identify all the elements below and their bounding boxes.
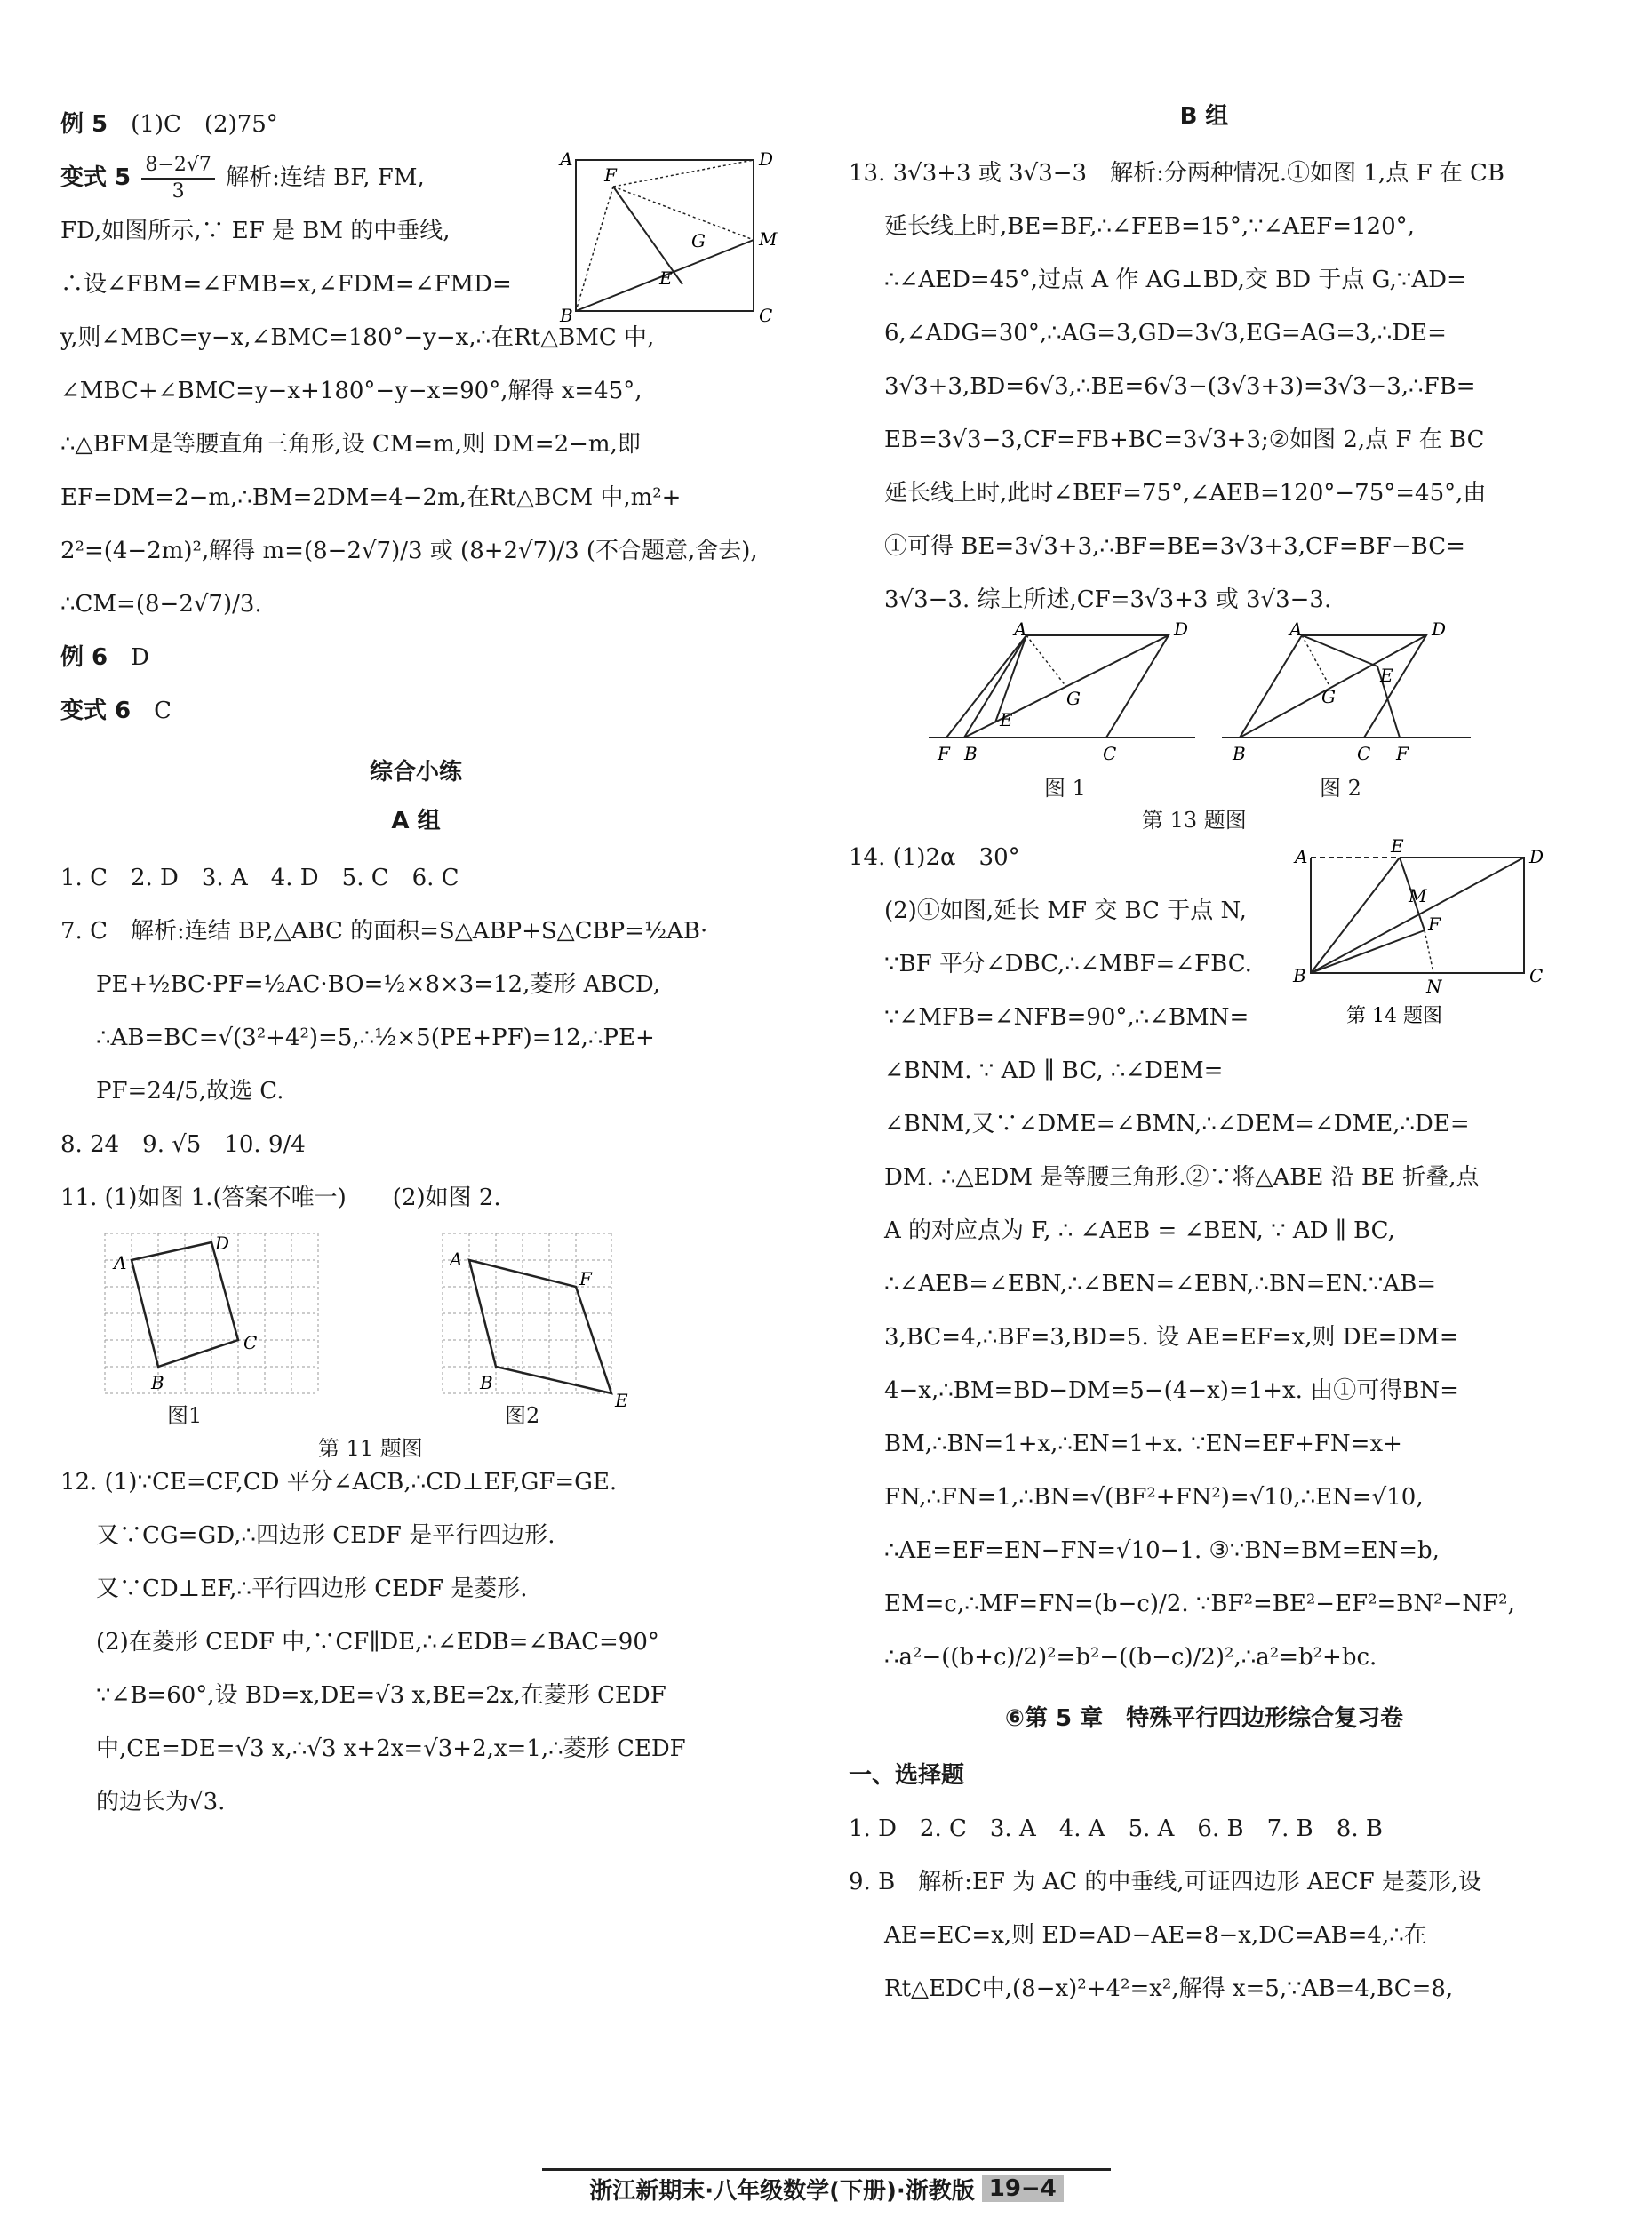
svg-text:F: F bbox=[1428, 914, 1441, 935]
group-b-title: B 组 bbox=[1179, 103, 1229, 130]
q13-line: 延长线上时,此时∠BEF=75°,∠AEB=120°−75°=45°,由 bbox=[884, 480, 1487, 507]
group-a-title: A 组 bbox=[391, 808, 441, 834]
svg-text:F: F bbox=[1396, 743, 1409, 764]
svg-text:D: D bbox=[1174, 618, 1189, 640]
q7-line: PE+½BC·PF=½AC·BO=½×8×3=12,菱形 ABCD, bbox=[96, 971, 661, 998]
svg-text:G: G bbox=[1066, 688, 1081, 709]
svg-text:D: D bbox=[215, 1233, 230, 1254]
q12-line: (2)在菱形 CEDF 中,∵CF∥DE,∴∠EDB=∠BAC=90° bbox=[96, 1629, 659, 1656]
footer-title: 浙江新期末·八年级数学(下册)·浙教版 bbox=[589, 2177, 975, 2205]
q13-line: 3√3+3,BD=6√3,∴BE=6√3−(3√3+3)=3√3−3,∴FB= bbox=[884, 373, 1476, 400]
q12-line: ∵∠B=60°,设 BD=x,DE=√3 x,BE=2x,在菱形 CEDF bbox=[96, 1682, 666, 1709]
q7-line: ∴AB=BC=√(3²+4²)=5,∴½×5(PE+PF)=12,∴PE+ bbox=[96, 1025, 655, 1051]
svg-text:F: F bbox=[604, 164, 617, 186]
svg-text:C: C bbox=[1357, 743, 1371, 764]
q13-line: 13. 3√3+3 或 3√3−3 解析:分两种情况.①如图 1,点 F 在 CB bbox=[849, 160, 1505, 187]
q12-line: 12. (1)∵CE=CF,CD 平分∠ACB,∴CD⊥EF,GF=GE. bbox=[60, 1469, 618, 1496]
svg-text:B: B bbox=[151, 1372, 164, 1393]
svg-text:第 14 题图: 第 14 题图 bbox=[1346, 1005, 1442, 1027]
svg-text:M: M bbox=[1409, 885, 1427, 906]
page-number: 19−4 bbox=[982, 2175, 1064, 2202]
grid-figure-1 bbox=[96, 1225, 327, 1420]
square-figure-var5 bbox=[558, 148, 778, 329]
fraction: $\frac{8-2√7}{3}$ bbox=[141, 153, 214, 204]
svg-text:E: E bbox=[1380, 665, 1393, 686]
svg-text:G: G bbox=[691, 230, 706, 251]
svg-text:N: N bbox=[1426, 976, 1442, 997]
parallelogram-figure-1 bbox=[929, 618, 1213, 769]
answers-1-6: 1. C 2. D 3. A 4. D 5. C 6. C bbox=[60, 865, 459, 891]
left-column bbox=[60, 98, 778, 1829]
q12-line: 又∵CG=GD,∴四边形 CEDF 是平行四边形. bbox=[96, 1522, 555, 1549]
q7-line: 7. C 解析:连结 BP,△ABC 的面积=S△ABP+S△CBP=½AB· bbox=[60, 918, 708, 945]
grid-figure-2 bbox=[434, 1225, 665, 1420]
svg-text:A: A bbox=[1295, 846, 1308, 867]
page-footer bbox=[542, 2168, 1111, 2206]
svg-text:D: D bbox=[1529, 846, 1544, 867]
q9-line: Rt△EDC中,(8−x)²+4²=x²,解得 x=5,∵AB=4,BC=8, bbox=[884, 1975, 1454, 2002]
svg-text:E: E bbox=[1000, 709, 1013, 730]
q9-line: AE=EC=x,则 ED=AD−AE=8−x,DC=AB=4,∴在 bbox=[884, 1922, 1427, 1949]
svg-text:B: B bbox=[1233, 743, 1246, 764]
svg-text:G: G bbox=[1321, 686, 1336, 707]
svg-text:A: A bbox=[114, 1252, 127, 1273]
q13-line: 3√3−3. 综上所述,CF=3√3+3 或 3√3−3. bbox=[884, 586, 1332, 613]
svg-text:E: E bbox=[659, 267, 673, 289]
svg-text:B: B bbox=[1293, 965, 1306, 986]
fig11-title: 第 11 题图 bbox=[318, 1436, 423, 1461]
svg-text:B: B bbox=[560, 305, 573, 326]
svg-text:M: M bbox=[759, 228, 778, 250]
svg-text:C: C bbox=[1529, 965, 1544, 986]
svg-text:A: A bbox=[1014, 618, 1027, 640]
svg-text:C: C bbox=[759, 305, 773, 326]
svg-text:D: D bbox=[759, 148, 774, 170]
svg-text:C: C bbox=[243, 1332, 258, 1353]
figure-13 bbox=[849, 618, 1560, 833]
variant-6: 变式 6 C bbox=[60, 698, 172, 724]
choice-answers: 1. D 2. C 3. A 4. A 5. A 6. B 7. B 8. B bbox=[849, 1815, 1383, 1842]
q13-line: 6,∠ADG=30°,∴AG=3,GD=3√3,EG=AG=3,∴DE= bbox=[884, 320, 1447, 347]
q12-line: 又∵CD⊥EF,∴平行四边形 CEDF 是菱形. bbox=[96, 1576, 528, 1602]
q13-line: ①可得 BE=3√3+3,∴BF=BE=3√3+3,CF=BF−BC= bbox=[884, 533, 1465, 560]
chapter-title: ⑥第 5 章 特殊平行四边形综合复习卷 bbox=[1004, 1705, 1404, 1732]
example-5: 例 5 (1)C (2)75° bbox=[60, 111, 278, 138]
variant-5: 变式 5 $\frac{8-2√7}{3}$ 解析:连结 BF, FM, A D B C M F G E FD,如图所示,∵ EF 是 BM 的中垂线, ∴设∠FBM=∠FMB=x,∠FDM=∠FMD= y,则∠MBC=y−x,∠BMC=180°−y−x,∴在Rt△BMC 中, ∠MBC+∠BMC=y−x+180°−y−x=90°,解得 x=45°, ∴△BFM是等腰直角三角形,设 CM=m,则 DM=2−m,即 EF=DM=2−m,∴BM=2DM=4−2m,在Rt△BCM 中,m²+ 2²=(4−2m)²,解得 m=(8−2√7)/3 或 (8+2√7)/3 (不合题意,舍去), ∴CM=(8−2√7)/3. bbox=[60, 148, 778, 618]
q11: 11. (1)如图 1.(答案不唯一) (2)如图 2. bbox=[60, 1185, 501, 1211]
svg-text:B: B bbox=[480, 1372, 493, 1393]
question-14: 14. (1)2α 30° (2)①如图,延长 MF 交 BC 于点 N, ∵BF 平分∠DBC,∴∠MBF=∠FBC. ∵∠MFB=∠NFB=90°,∴∠BMN= ∠BNM. ∵ AD ∥ BC, ∴∠DEM= A E D M F B C N 第 14 题图 ∠BNM,又∵∠DME=∠BMN,∴∠DEM=∠DME,∴DE= DM. ∴△EDM 是等腰三角形.②∵将△ABE 沿 BE 折叠,点 A 的对应点为 F, ∴ ∠AEB = ∠BEN, ∵ AD ∥ BC, ∴∠AEB=∠EBN,∴∠BEN=∠EBN,∴BN=EN.∵AB= 3,BC=4,∴BF=3,BD=5. 设 AE=EF=x,则 DE=DM= 4−x,∴BM=BD−DM=5−(4−x)=1+x. 由①可得BN= BM,∴BN=1+x,∴EN=1+x. ∵EN=EF+FN=x+ FN,∴FN=1,∴BN=√(BF²+FN²)=√10,∴EN=√10, ∴AE=EF=EN−FN=√10−1. ③∵BN=BM=EN=b, EM=c,∴MF=FN=(b−c)/2. ∵BF²=BE²−EF²=BN²−NF², ∴a²−((b+c)/2)²=b²−((b−c)/2)²,∴a²=b²+bc. bbox=[849, 831, 1560, 1684]
svg-text:E: E bbox=[1391, 835, 1404, 857]
fig13-title: 第 13 题图 bbox=[1142, 808, 1247, 833]
q13-line: 延长线上时,BE=BF,∴∠FEB=15°,∵∠AEF=120°, bbox=[884, 213, 1415, 240]
q13-line: EB=3√3−3,CF=FB+BC=3√3+3;②如图 2,点 F 在 BC bbox=[884, 427, 1485, 453]
svg-text:A: A bbox=[1289, 618, 1303, 640]
svg-text:E: E bbox=[615, 1390, 628, 1411]
q7-line: PF=24/5,故选 C. bbox=[96, 1078, 284, 1105]
choice-section-title: 一、选择题 bbox=[849, 1762, 965, 1789]
fig13-caption-2: 图 2 bbox=[1320, 776, 1361, 801]
q12-line: 中,CE=DE=√3 x,∴√3 x+2x=√3+2,x=1,∴菱形 CEDF bbox=[96, 1735, 686, 1762]
figure-11 bbox=[60, 1225, 771, 1461]
svg-text:F: F bbox=[579, 1268, 592, 1289]
rectangle-figure-14 bbox=[1284, 835, 1551, 1044]
fig13-caption-1: 图 1 bbox=[1044, 776, 1086, 801]
svg-text:B: B bbox=[964, 743, 978, 764]
answers-8-10: 8. 24 9. √5 10. 9/4 bbox=[60, 1131, 306, 1158]
q9-line: 9. B 解析:EF 为 AC 的中垂线,可证四边形 AECF 是菱形,设 bbox=[849, 1869, 1482, 1895]
svg-text:A: A bbox=[450, 1249, 463, 1270]
q12-line: 的边长为√3. bbox=[96, 1789, 226, 1815]
svg-text:D: D bbox=[1432, 618, 1447, 640]
example-6: 例 6 D bbox=[60, 644, 150, 671]
svg-text:A: A bbox=[560, 148, 573, 170]
fig11-caption-1: 图1 bbox=[167, 1403, 203, 1428]
q13-line: ∴∠AED=45°,过点 A 作 AG⊥BD,交 BD 于点 G,∵AD= bbox=[884, 267, 1466, 293]
section-title: 综合小练 bbox=[369, 759, 462, 786]
right-column bbox=[849, 98, 1560, 2015]
svg-text:C: C bbox=[1103, 743, 1117, 764]
parallelogram-figure-2 bbox=[1222, 618, 1506, 769]
svg-text:F: F bbox=[938, 743, 950, 764]
fig11-caption-2: 图2 bbox=[505, 1403, 540, 1428]
